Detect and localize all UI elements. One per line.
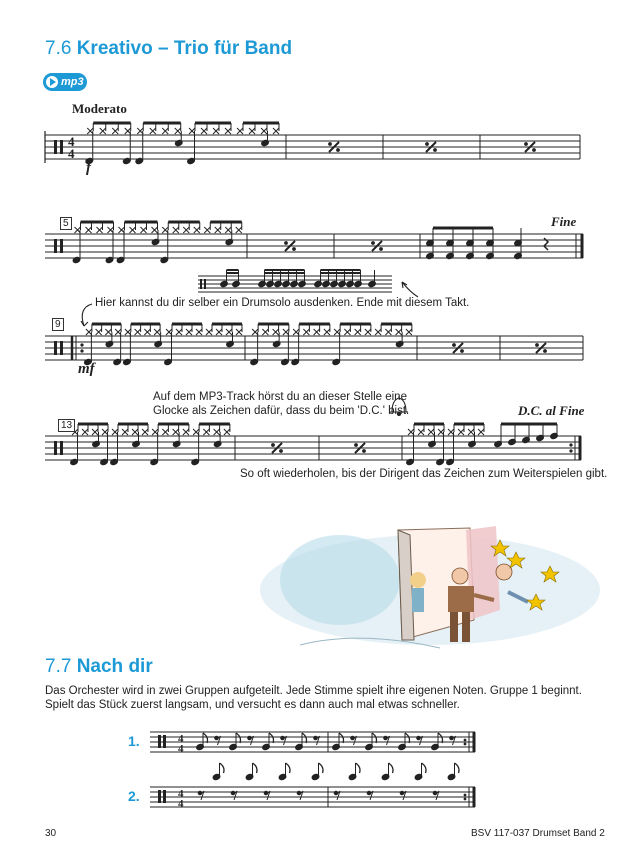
- hihat-note: [112, 128, 118, 134]
- section-title-text: Kreativo – Trio für Band: [76, 38, 293, 59]
- measure-number-13: 13: [58, 419, 75, 432]
- section-title-nach-dir: [45, 656, 153, 678]
- hihat-note: [216, 329, 222, 335]
- hihat-note: [324, 329, 330, 335]
- hihat-note: [262, 329, 268, 335]
- hihat-note: [130, 227, 136, 233]
- time-sig-bottom-v2: 4: [178, 798, 184, 810]
- hihat-note: [236, 329, 242, 335]
- hihat-note: [141, 227, 147, 233]
- hihat-note: [225, 128, 231, 134]
- flag: [286, 763, 291, 773]
- kick-note: [160, 256, 169, 263]
- hihat-note: [213, 128, 219, 134]
- kick-note: [113, 358, 122, 365]
- hihat-note: [100, 128, 106, 134]
- hihat-note: [273, 329, 279, 335]
- kick-note: [191, 458, 200, 465]
- time-sig-top-v2: 4: [178, 788, 184, 800]
- hihat-note: [428, 429, 434, 435]
- hihat-note: [303, 329, 309, 335]
- section-2-number: 7.7: [45, 656, 72, 677]
- hihat-note: [176, 329, 182, 335]
- instruction-paragraph: Das Orchester wird in zwei Gruppen aufgeteilt. Jede Stimme spielt ihre eigenen Noten. Gruppe 1 beginnt. Spielt das Stück zuerst langsam, und versucht es dann auch mal etwas schneller.: [45, 685, 582, 711]
- section-number: 7.6: [45, 38, 72, 59]
- kick-note: [281, 358, 290, 365]
- kick-note: [164, 358, 173, 365]
- hihat-note: [273, 128, 279, 134]
- kick-note: [122, 157, 131, 164]
- kick-note: [250, 358, 259, 365]
- flag: [422, 763, 427, 773]
- hihat-note: [86, 227, 92, 233]
- measure-number-9: 9: [52, 318, 64, 331]
- flag: [356, 763, 361, 773]
- hihat-note: [183, 429, 189, 435]
- staff-system-2: [45, 234, 583, 258]
- flag: [220, 763, 225, 773]
- kick-note: [150, 458, 159, 465]
- hihat-note: [96, 329, 102, 335]
- time-sig-top-v1: 4: [178, 733, 184, 745]
- hihat-note: [203, 429, 209, 435]
- section-2-title-text: Nach dir: [76, 656, 153, 677]
- flag: [319, 763, 324, 773]
- hihat-note: [173, 429, 179, 435]
- kick-note: [406, 458, 415, 465]
- kick-note: [70, 458, 79, 465]
- hihat-note: [206, 329, 212, 335]
- flag: [253, 763, 258, 773]
- kick-note: [100, 458, 109, 465]
- voice-label-2: 2.: [128, 788, 140, 804]
- dynamic-forte: f: [86, 160, 91, 176]
- kick-note: [436, 458, 445, 465]
- staff-voice-2: [150, 787, 475, 807]
- time-sig-bottom: 4: [68, 146, 75, 161]
- hihat-note: [458, 429, 464, 435]
- note-bell-line-2: Glocke als Zeichen dafür, dass du beim 'D.C.' bist.: [153, 405, 410, 417]
- hihat-note: [406, 329, 412, 335]
- kick-note: [446, 458, 455, 465]
- hihat-note: [468, 429, 474, 435]
- hihat-note: [92, 429, 98, 435]
- hihat-note: [135, 329, 141, 335]
- hihat-note: [204, 227, 210, 233]
- arrow-to-solo-end: [402, 282, 418, 297]
- hihat-note: [97, 227, 103, 233]
- tempo-marking: Moderato: [72, 101, 127, 116]
- page-number: 30: [45, 828, 57, 839]
- hihat-note: [365, 329, 371, 335]
- kick-note: [135, 157, 144, 164]
- hihat-note: [142, 429, 148, 435]
- hihat-note: [144, 329, 150, 335]
- fine-label: Fine: [551, 214, 577, 229]
- hihat-note: [152, 227, 158, 233]
- hihat-note: [385, 329, 391, 335]
- hihat-note: [196, 329, 202, 335]
- illustration-band-at-door: [260, 526, 600, 648]
- hihat-note: [215, 227, 221, 233]
- kick-note: [105, 256, 114, 263]
- hihat-note: [355, 329, 361, 335]
- hihat-note: [249, 128, 255, 134]
- note-bell-line-1: Auf dem MP3-Track hörst du an dieser Stelle eine: [153, 391, 407, 403]
- kick-note: [291, 358, 300, 365]
- book-reference: BSV 117-037 Drumset Band 2: [471, 828, 605, 839]
- dynamic-mezzoforte: mf: [78, 361, 95, 377]
- hihat-note: [261, 128, 267, 134]
- hihat-note: [418, 429, 424, 435]
- hihat-note: [162, 128, 168, 134]
- time-sig-bottom-v1: 4: [178, 743, 184, 755]
- kick-note: [332, 358, 341, 365]
- hihat-note: [226, 329, 232, 335]
- hihat-note: [201, 128, 207, 134]
- hihat-note: [122, 429, 128, 435]
- hihat-note: [194, 227, 200, 233]
- hihat-note: [237, 128, 243, 134]
- note-repeat-instruction: So oft wiederholen, bis der Dirigent das Zeichen zum Weiterspielen gibt.: [240, 468, 608, 480]
- hihat-note: [154, 329, 160, 335]
- hihat-note: [186, 329, 192, 335]
- hihat-note: [236, 227, 242, 233]
- kick-note: [110, 458, 119, 465]
- time-sig-top: 4: [68, 134, 75, 149]
- hihat-note: [173, 227, 179, 233]
- kick-note: [123, 358, 132, 365]
- hihat-note: [344, 329, 350, 335]
- hihat-note: [375, 329, 381, 335]
- kick-note: [116, 256, 125, 263]
- hihat-note: [183, 227, 189, 233]
- hihat-note: [214, 429, 220, 435]
- hihat-note: [162, 429, 168, 435]
- note-drumsolo: Hier kannst du dir selber ein Drumsolo ausdenken. Ende mit diesem Takt.: [95, 297, 470, 309]
- hihat-note: [314, 329, 320, 335]
- hihat-note: [478, 429, 484, 435]
- staff-system-1: [45, 131, 580, 163]
- voice-label-1: 1.: [128, 733, 140, 749]
- measure-number-5: 5: [60, 217, 72, 230]
- hihat-note: [150, 128, 156, 134]
- hihat-note: [82, 429, 88, 435]
- flag: [455, 763, 460, 773]
- hihat-note: [224, 429, 230, 435]
- hihat-note: [132, 429, 138, 435]
- staff-system-3: [45, 336, 583, 360]
- hihat-note: [175, 128, 181, 134]
- kick-note: [72, 256, 81, 263]
- dc-al-fine-label: D.C. al Fine: [518, 403, 585, 418]
- flag: [389, 763, 394, 773]
- hihat-note: [396, 329, 402, 335]
- hihat-note: [105, 329, 111, 335]
- mp3-label: mp3: [61, 76, 84, 88]
- hihat-note: [225, 227, 231, 233]
- kick-note: [187, 157, 196, 164]
